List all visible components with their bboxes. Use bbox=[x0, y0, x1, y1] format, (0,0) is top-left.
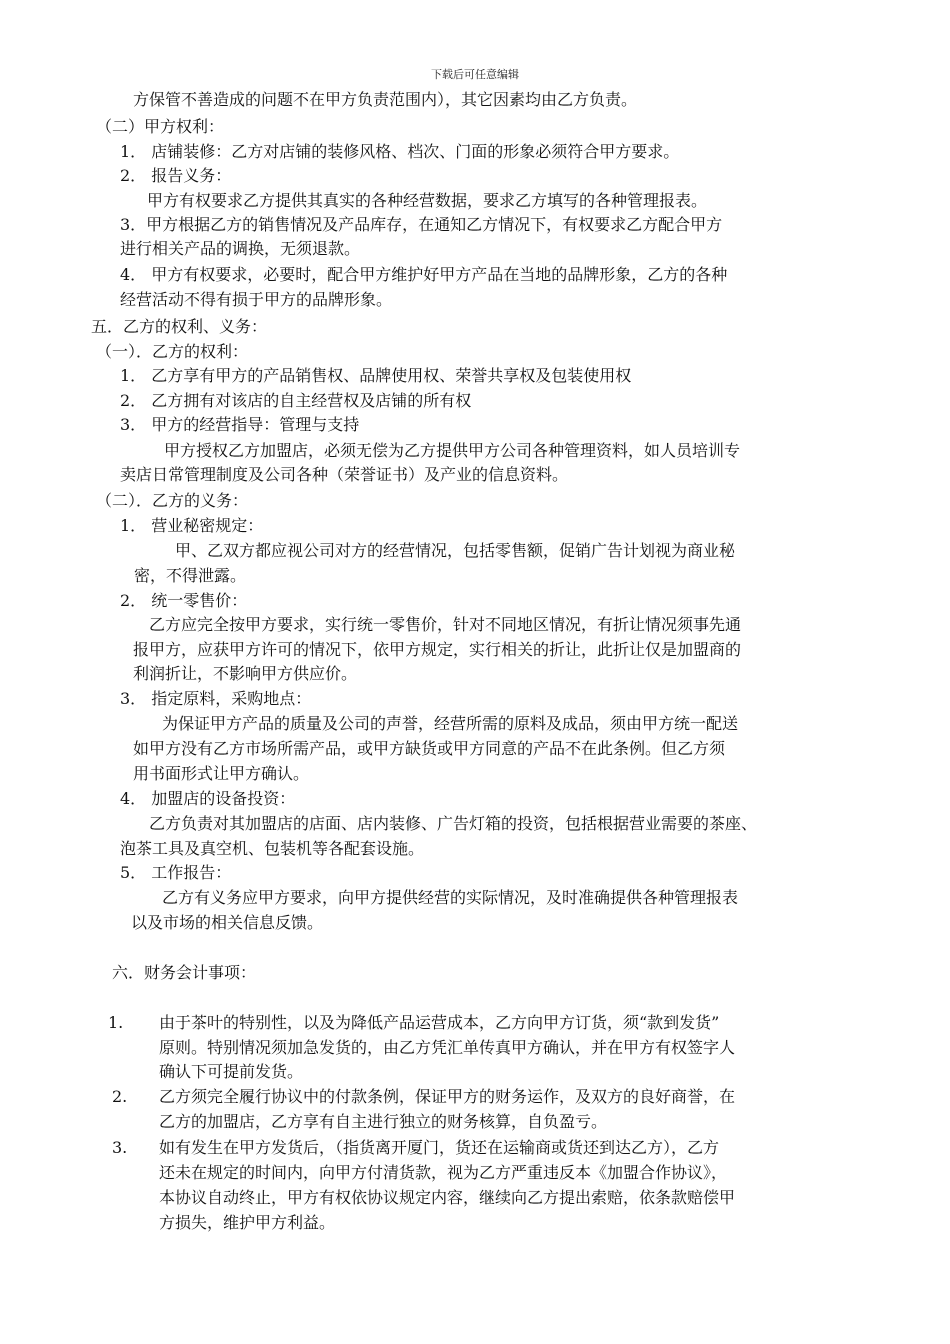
text-line: 还未在规定的时间内，向甲方付清货款，视为乙方严重违反本《加盟合作协议》， bbox=[159, 1163, 728, 1182]
list-item: 5． 工作报告： bbox=[120, 863, 232, 882]
text-line: 如甲方没有乙方市场所需产品，或甲方缺货或甲方同意的产品不在此条例。但乙方须 bbox=[133, 739, 726, 758]
text-line: 本协议自动终止，甲方有权依协议规定内容，继续向乙方提出索赔，依条款赔偿甲 bbox=[159, 1188, 736, 1207]
list-number: 2. bbox=[112, 1087, 128, 1106]
list-number: 1. bbox=[108, 1013, 124, 1032]
text-line: 原则。特别情况须加急发货的，由乙方凭汇单传真甲方确认，并在甲方有权签字人 bbox=[159, 1038, 736, 1057]
list-item: 3． 指定原料，采购地点： bbox=[120, 689, 312, 708]
list-number: 3. bbox=[112, 1138, 128, 1157]
text-line: 乙方负责对其加盟店的店面、店内装修、广告灯箱的投资，包括根据营业需要的茶座、 bbox=[149, 814, 758, 833]
text-line: 确认下可提前发货。 bbox=[159, 1062, 304, 1081]
section-heading: （二）．乙方的义务： bbox=[96, 491, 249, 510]
text-line: 卖店日常管理制度及公司各种（荣誉证书）及产业的信息资料。 bbox=[120, 465, 569, 484]
list-item: 1． 乙方享有甲方的产品销售权、品牌使用权、荣誉共享权及包装使用权 bbox=[120, 366, 632, 385]
text-line: 利润折让，不影响甲方供应价。 bbox=[133, 664, 358, 683]
text-line: 为保证甲方产品的质量及公司的声誉，经营所需的原料及成品，须由甲方统一配送 bbox=[162, 714, 739, 733]
text-line: 进行相关产品的调换，无须退款。 bbox=[120, 239, 361, 258]
text-line: 甲、乙双方都应视公司对方的经营情况，包括零售额，促销广告计划视为商业秘 bbox=[175, 541, 736, 560]
text-line: 报甲方，应获甲方许可的情况下，依甲方规定，实行相关的折让，此折让仅是加盟商的 bbox=[133, 640, 742, 659]
section-heading: （二）甲方权利： bbox=[96, 117, 225, 136]
text-line: 如有发生在甲方发货后，（指货离开厦门，货还在运输商或货还到达乙方），乙方 bbox=[159, 1138, 720, 1157]
list-item: 1． 营业秘密规定： bbox=[120, 516, 264, 535]
section-heading: 六．财务会计事项： bbox=[112, 963, 257, 982]
list-item: 2． 统一零售价： bbox=[120, 591, 248, 610]
text-line: 方损失，维护甲方利益。 bbox=[159, 1213, 336, 1232]
list-item: 2． 乙方拥有对该店的自主经营权及店铺的所有权 bbox=[120, 391, 472, 410]
text-line: 乙方有义务应甲方要求，向甲方提供经营的实际情况，及时准确提供各种管理报表 bbox=[162, 888, 739, 907]
list-item: 1． 店铺装修：乙方对店铺的装修风格、档次、门面的形象必须符合甲方要求。 bbox=[120, 142, 680, 161]
text-line: 乙方的加盟店，乙方享有自主进行独立的财务核算，自负盈亏。 bbox=[159, 1112, 608, 1131]
section-heading: （一）．乙方的权利： bbox=[96, 342, 249, 361]
text-line: 甲方有权要求乙方提供其真实的各种经营数据，要求乙方填写的各种管理报表。 bbox=[147, 191, 708, 210]
header-note: 下载后可任意编辑 bbox=[431, 68, 519, 81]
text-line: 用书面形式让甲方确认。 bbox=[133, 764, 310, 783]
text-line: 由于茶叶的特别性，以及为降低产品运营成本，乙方向甲方订货，须“款到发货” bbox=[159, 1013, 720, 1032]
list-item: 3．甲方根据乙方的销售情况及产品库存，在通知乙方情况下，有权要求乙方配合甲方 bbox=[120, 215, 723, 234]
text-line: 甲方授权乙方加盟店，必须无偿为乙方提供甲方公司各种管理资料，如人员培训专 bbox=[164, 441, 741, 460]
list-item: 2． 报告义务： bbox=[120, 166, 232, 185]
list-item: 4． 甲方有权要求，必要时，配合甲方维护好甲方产品在当地的品牌形象，乙方的各种 bbox=[120, 265, 728, 284]
text-line: 泡茶工具及真空机、包装机等各配套设施。 bbox=[120, 839, 425, 858]
text-line: 乙方应完全按甲方要求，实行统一零售价，针对不同地区情况，有折让情况须事先通 bbox=[149, 615, 742, 634]
text-line: 方保管不善造成的问题不在甲方负责范围内），其它因素均由乙方负责。 bbox=[133, 90, 638, 109]
list-item: 3． 甲方的经营指导：管理与支持 bbox=[120, 415, 360, 434]
text-line: 乙方须完全履行协议中的付款条例，保证甲方的财务运作，及双方的良好商誉，在 bbox=[159, 1087, 736, 1106]
section-heading: 五．乙方的权利、义务： bbox=[91, 317, 268, 336]
text-line: 密，不得泄露。 bbox=[134, 566, 247, 585]
text-line: 经营活动不得有损于甲方的品牌形象。 bbox=[120, 290, 393, 309]
list-item: 4． 加盟店的设备投资： bbox=[120, 789, 296, 808]
text-line: 以及市场的相关信息反馈。 bbox=[131, 913, 324, 932]
